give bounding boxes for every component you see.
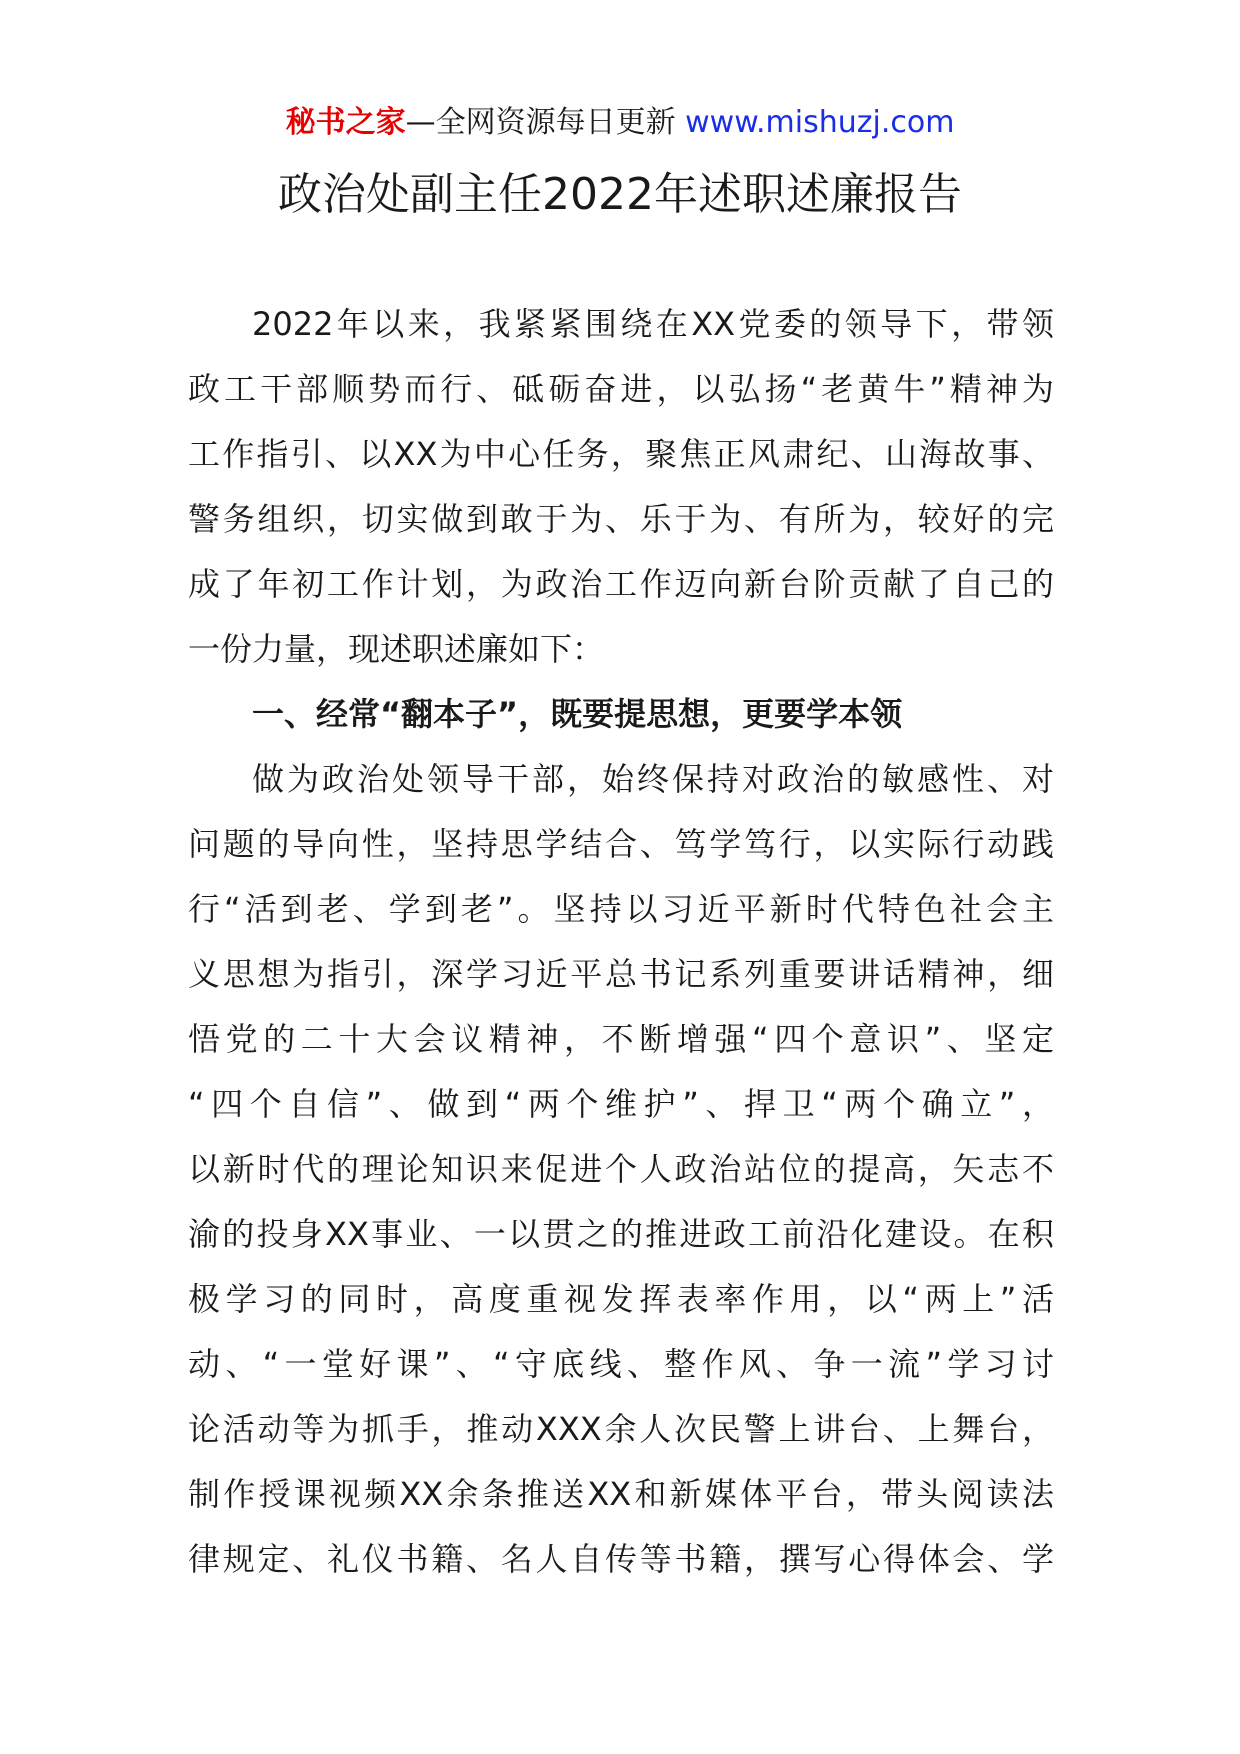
document-title: 政治处副主任2022年述职述廉报告 — [278, 169, 962, 220]
header-slogan: —全网资源每日更新 — [405, 105, 686, 140]
paragraph-line: 工作指引、以XX为中心任务，聚焦正风肃纪、山海故事、 — [188, 435, 1054, 473]
paragraph-line: 成了年初工作计划，为政治工作迈向新台阶贡献了自己的 — [188, 565, 1054, 603]
section-heading: 一、经常“翻本子”，既要提思想，更要学本领 — [252, 695, 903, 733]
paragraph-line: 义思想为指引，深学习近平总书记系列重要讲话精神，细 — [188, 955, 1054, 993]
paragraph-line: 动、“一堂好课”、“守底线、整作风、争一流”学习讨 — [188, 1345, 1054, 1383]
paragraph-line: 极学习的同时，高度重视发挥表率作用，以“两上”活 — [188, 1280, 1054, 1318]
paragraph-line: 渝的投身XX事业、一以贯之的推进政工前沿化建设。在积 — [188, 1215, 1054, 1253]
brand-name: 秘书之家 — [285, 105, 406, 140]
paragraph-line: 制作授课视频XX余条推送XX和新媒体平台，带头阅读法 — [188, 1475, 1054, 1513]
paragraph-line: 论活动等为抓手，推动XXX余人次民警上讲台、上舞台， — [188, 1410, 1054, 1448]
paragraph-line: 2022年以来，我紧紧围绕在XX党委的领导下，带领 — [252, 305, 1054, 343]
site-header — [0, 100, 1240, 146]
paragraph-line: “四个自信”、做到“两个维护”、捍卫“两个确立”， — [188, 1085, 1054, 1123]
paragraph-line: 做为政治处领导干部，始终保持对政治的敏感性、对 — [252, 760, 1054, 798]
paragraph-line: 警务组织，切实做到敢于为、乐于为、有所为，较好的完 — [188, 500, 1054, 538]
site-url-link[interactable]: www.mishuzj.com — [685, 105, 955, 140]
paragraph-line: 以新时代的理论知识来促进个人政治站位的提高，矢志不 — [188, 1150, 1054, 1188]
paragraph-line: 一份力量，现述职述廉如下： — [188, 630, 605, 668]
paragraph-line: 律规定、礼仪书籍、名人自传等书籍，撰写心得体会、学 — [188, 1540, 1054, 1578]
paragraph-line: 行“活到老、学到老”。坚持以习近平新时代特色社会主 — [188, 890, 1054, 928]
paragraph-line: 政工干部顺势而行、砥砺奋进，以弘扬“老黄牛”精神为 — [188, 370, 1054, 408]
document-body — [188, 292, 1054, 1592]
paragraph-line: 问题的导向性，坚持思学结合、笃学笃行，以实际行动践 — [188, 825, 1054, 863]
paragraph-line: 悟党的二十大会议精神，不断增强“四个意识”、坚定 — [188, 1020, 1054, 1058]
